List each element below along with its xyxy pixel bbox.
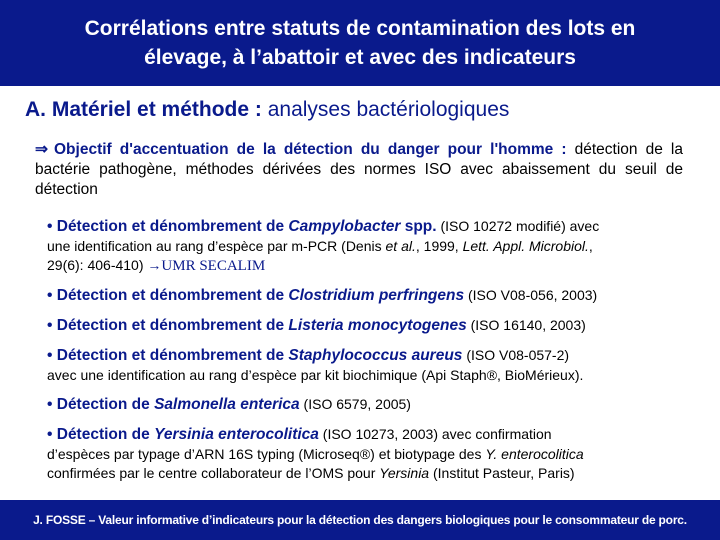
- item-lead-suffix: spp.: [400, 218, 437, 235]
- species-name: Y. enterocolitica: [485, 446, 584, 462]
- arrow-right-icon: →: [147, 257, 162, 273]
- detail-text: confirmées par le centre collaborateur de l’OMS pour: [47, 465, 380, 481]
- item-lead: Détection et dénombrement de: [52, 317, 289, 334]
- detail-text: , 1999,: [415, 238, 463, 254]
- iso-reference: (ISO V08-057-2): [462, 347, 570, 363]
- bullet-icon: •: [47, 317, 53, 334]
- detail-text: 29(6): 406-410): [47, 257, 148, 273]
- detail-text: une identification au rang d’espèce par m-PCR (Denis: [47, 238, 386, 254]
- item-detail-line-2: [47, 464, 687, 483]
- section-title: [25, 96, 705, 124]
- list-item-staphylococcus: [47, 345, 687, 385]
- item-lead: Détection et dénombrement de: [52, 287, 289, 304]
- method-list: [47, 216, 687, 492]
- bullet-icon: •: [47, 287, 53, 304]
- species-name: Staphylococcus aureus: [288, 347, 463, 364]
- bullet-icon: •: [47, 396, 53, 413]
- arrow-right-icon: ⇒: [35, 141, 48, 158]
- objective-lead: Objectif d'accentuation de la détection du danger pour l'homme :: [54, 141, 567, 158]
- list-item-clostridium: [47, 285, 687, 306]
- detail-journal: Lett. Appl. Microbiol.: [462, 238, 589, 254]
- item-detail: [47, 445, 687, 464]
- detail-text: ,: [588, 238, 593, 254]
- species-name: Salmonella enterica: [154, 396, 300, 413]
- list-item-yersinia: [47, 424, 687, 483]
- list-item-salmonella: [47, 394, 687, 415]
- item-lead: Détection et dénombrement de: [52, 218, 289, 235]
- bullet-icon: •: [47, 347, 53, 364]
- objective-paragraph: [35, 140, 683, 200]
- objective-text: détection de la bactérie pathogène, méthodes dérivées des normes ISO avec abaissement du seuil de détection: [35, 141, 683, 198]
- species-name: Listeria monocytogenes: [288, 317, 467, 334]
- item-detail: avec une identification au rang d’espèce par kit biochimique (Api Staph®, BioMérieux).: [47, 367, 584, 383]
- species-name: Yersinia: [379, 465, 430, 481]
- slide-title-line-2: élevage, à l’abattoir et avec des indicateurs: [144, 46, 576, 69]
- section-title-rest: analyses bactériologiques: [261, 98, 510, 121]
- iso-reference: (ISO V08-056, 2003): [464, 287, 598, 303]
- slide-footer: J. FOSSE – Valeur informative d’indicateurs pour la détection des dangers biologiques pour le consommateur de porc.: [0, 500, 720, 540]
- iso-reference: (ISO 6579, 2005): [299, 396, 411, 412]
- slide-header: [0, 0, 720, 86]
- item-lead: Détection et dénombrement de: [52, 347, 289, 364]
- item-lead: Détection de: [52, 396, 155, 413]
- item-detail: [47, 237, 687, 256]
- list-item-campylobacter: [47, 216, 687, 276]
- section-title-strong: A. Matériel et méthode :: [25, 98, 262, 121]
- bullet-icon: •: [47, 426, 53, 443]
- item-detail-line-2: [47, 256, 687, 276]
- bullet-icon: •: [47, 218, 53, 235]
- detail-etal: et al.: [385, 238, 416, 254]
- list-item-listeria: [47, 315, 687, 336]
- umr-label: UMR SECALIM: [161, 258, 266, 274]
- item-lead: Détection de: [52, 426, 155, 443]
- iso-reference: (ISO 16140, 2003): [466, 317, 586, 333]
- iso-reference: (ISO 10272 modifié) avec: [436, 218, 600, 234]
- species-name: Yersinia enterocolitica: [154, 426, 319, 443]
- species-name: Campylobacter: [288, 218, 401, 235]
- species-name: Clostridium perfringens: [288, 287, 465, 304]
- detail-text: d’espèces par typage d’ARN 16S typing (Microseq®) et biotypage des: [47, 446, 486, 462]
- slide-title-line-1: Corrélations entre statuts de contamination des lots en: [84, 17, 636, 40]
- iso-reference: (ISO 10273, 2003) avec confirmation: [318, 426, 552, 442]
- detail-text: (Institut Pasteur, Paris): [429, 465, 575, 481]
